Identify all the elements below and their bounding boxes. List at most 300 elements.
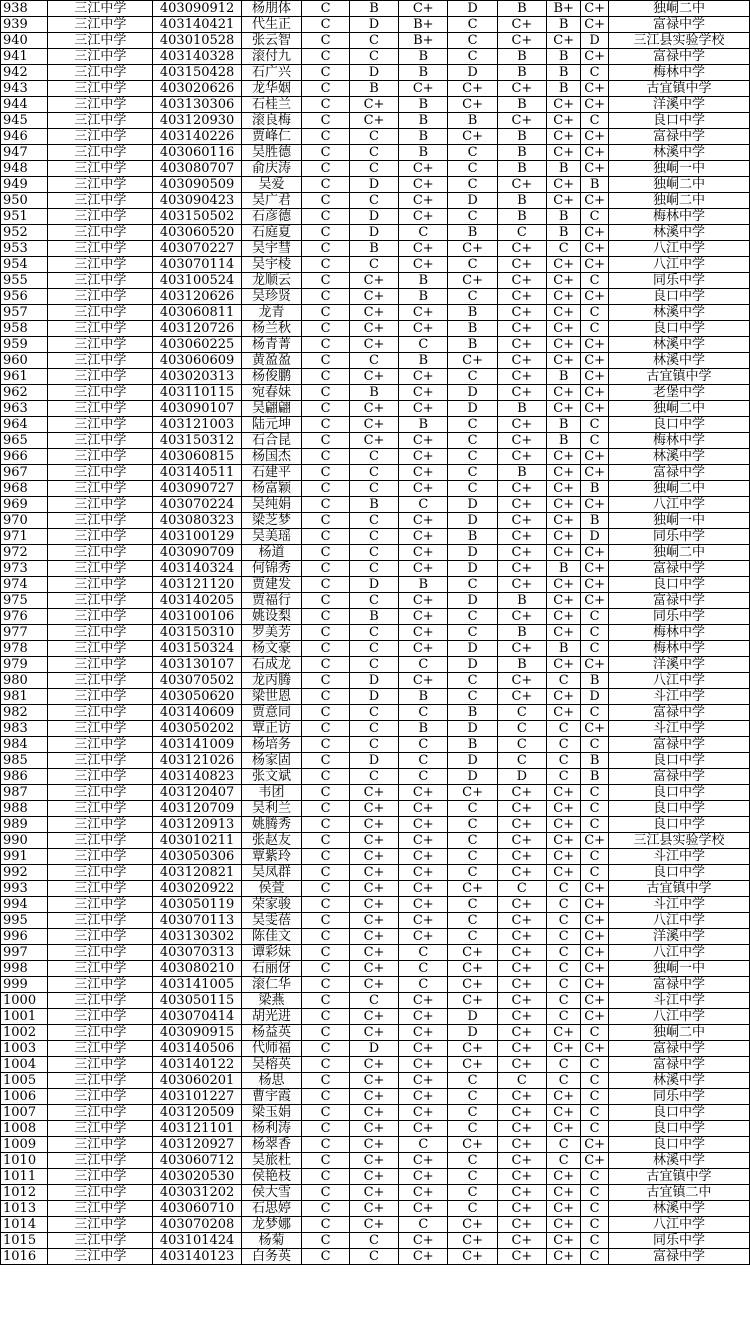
grade-cell: C [302,1153,349,1169]
school-cell: 三江中学 [48,49,153,65]
table-row [1,449,750,465]
table-row [1,801,750,817]
school-cell: 三江中学 [48,257,153,273]
exam-id-cell: 403070224 [153,497,241,513]
grade-cell: C+ [349,1217,398,1233]
grade-cell: C+ [497,305,546,321]
grade-cell: C [399,705,448,721]
origin-school-cell: 三江县实验学校 [608,833,749,849]
table-row [1,929,750,945]
table-row [1,401,750,417]
table-row [1,897,750,913]
row-index-cell: 948 [1,161,48,177]
table-row [1,737,750,753]
exam-id-cell: 403120709 [153,801,241,817]
student-name-cell: 龙梦娜 [241,1217,302,1233]
school-cell: 三江中学 [48,465,153,481]
grade-cell: D [349,1041,398,1057]
school-cell: 三江中学 [48,337,153,353]
grade-cell: C [302,81,349,97]
grade-cell: C+ [448,1057,497,1073]
grade-cell: C+ [399,193,448,209]
grade-cell: C+ [547,513,581,529]
grade-cell: C [349,625,398,641]
table-row [1,593,750,609]
school-cell: 三江中学 [48,1057,153,1073]
grade-cell: C [547,977,581,993]
origin-school-cell: 独峒一中 [608,961,749,977]
grade-cell: C+ [497,993,546,1009]
school-cell: 三江中学 [48,577,153,593]
grade-cell: C+ [547,1089,581,1105]
origin-school-cell: 古宜镇二中 [608,1185,749,1201]
school-cell: 三江中学 [48,225,153,241]
grade-cell: C [581,817,609,833]
grade-cell: C+ [497,177,546,193]
grade-cell: C [448,1073,497,1089]
grade-cell: C [399,497,448,513]
row-index-cell: 966 [1,449,48,465]
origin-school-cell: 良口中学 [608,1137,749,1153]
grade-cell: C+ [497,1185,546,1201]
grade-cell: C+ [448,129,497,145]
row-index-cell: 958 [1,321,48,337]
grade-cell: C+ [399,81,448,97]
origin-school-cell: 富禄中学 [608,1057,749,1073]
grade-cell: C [547,241,581,257]
school-cell: 三江中学 [48,593,153,609]
origin-school-cell: 良口中学 [608,1105,749,1121]
grade-cell: C+ [497,113,546,129]
grade-cell: B [581,513,609,529]
exam-id-cell: 403100106 [153,609,241,625]
grade-cell: C+ [547,385,581,401]
student-name-cell: 陆元坤 [241,417,302,433]
student-name-cell: 宛春妹 [241,385,302,401]
grade-cell: C+ [349,1073,398,1089]
grade-cell: C+ [497,673,546,689]
grade-cell: C+ [547,625,581,641]
row-index-cell: 1006 [1,1089,48,1105]
origin-school-cell: 良口中学 [608,113,749,129]
grade-cell: C+ [349,97,398,113]
table-row [1,881,750,897]
student-name-cell: 侯萱 [241,881,302,897]
exam-id-cell: 403120407 [153,785,241,801]
grade-cell: C+ [448,1249,497,1265]
student-name-cell: 吴美瑶 [241,529,302,545]
table-row [1,689,750,705]
grade-cell: C+ [497,1137,546,1153]
grade-cell: D [349,577,398,593]
grade-cell: C+ [399,817,448,833]
origin-school-cell: 良口中学 [608,289,749,305]
grade-cell: C+ [399,1153,448,1169]
exam-id-cell: 403010211 [153,833,241,849]
origin-school-cell: 独峒二中 [608,481,749,497]
table-row [1,1025,750,1041]
grade-cell: C [302,1121,349,1137]
origin-school-cell: 良口中学 [608,785,749,801]
grade-cell: C+ [547,97,581,113]
grade-cell: B [448,529,497,545]
row-index-cell: 959 [1,337,48,353]
school-cell: 三江中学 [48,449,153,465]
grade-cell: B [547,49,581,65]
origin-school-cell: 独峒二中 [608,401,749,417]
grade-cell: C [302,1041,349,1057]
grade-cell: C [547,961,581,977]
grade-cell: C [497,225,546,241]
grade-cell: C+ [581,97,609,113]
row-index-cell: 986 [1,769,48,785]
table-row [1,1169,750,1185]
grade-cell: C [448,369,497,385]
grade-cell: C [448,1105,497,1121]
table-row [1,865,750,881]
school-cell: 三江中学 [48,97,153,113]
grade-cell: C+ [448,97,497,113]
grade-cell: D [448,561,497,577]
grade-cell: C [302,801,349,817]
grade-cell: C [399,1137,448,1153]
school-cell: 三江中学 [48,721,153,737]
origin-school-cell: 富禄中学 [608,49,749,65]
school-cell: 三江中学 [48,1089,153,1105]
grade-cell: C [448,209,497,225]
student-name-cell: 滚付九 [241,49,302,65]
school-cell: 三江中学 [48,1121,153,1137]
row-index-cell: 963 [1,401,48,417]
row-index-cell: 1000 [1,993,48,1009]
row-index-cell: 1011 [1,1169,48,1185]
grade-cell: B [448,305,497,321]
grade-cell: C+ [448,273,497,289]
table-row [1,513,750,529]
grade-cell: C [302,49,349,65]
row-index-cell: 953 [1,241,48,257]
grade-cell: C+ [497,865,546,881]
table-row [1,49,750,65]
grade-cell: C+ [581,145,609,161]
grade-cell: C+ [497,1025,546,1041]
grade-cell: D [448,1025,497,1041]
exam-id-cell: 403050115 [153,993,241,1009]
grade-cell: C [349,481,398,497]
table-row [1,1073,750,1089]
grade-cell: C [302,241,349,257]
origin-school-cell: 林溪中学 [608,337,749,353]
grade-cell: C+ [547,1169,581,1185]
student-name-cell: 杨思 [241,1073,302,1089]
exam-id-cell: 403101424 [153,1233,241,1249]
grade-cell: D [448,1009,497,1025]
grade-cell: C [448,1121,497,1137]
exam-id-cell: 403140123 [153,1249,241,1265]
grade-cell: C+ [399,1121,448,1137]
table-row [1,673,750,689]
grade-cell: C+ [581,81,609,97]
grade-cell: B [399,129,448,145]
grade-cell: C+ [349,1185,398,1201]
row-index-cell: 1010 [1,1153,48,1169]
grade-cell: C [302,321,349,337]
grade-cell: C+ [547,1185,581,1201]
grade-cell: C [547,913,581,929]
exam-id-cell: 403020530 [153,1169,241,1185]
grade-cell: C [581,1169,609,1185]
grade-cell: D [448,513,497,529]
table-row [1,433,750,449]
grade-cell: C+ [547,481,581,497]
grade-cell: C [349,641,398,657]
grade-cell: C [448,1089,497,1105]
grade-cell: C [497,737,546,753]
origin-school-cell: 独峒一中 [608,513,749,529]
student-name-cell: 张文斌 [241,769,302,785]
grade-cell: C [302,465,349,481]
grade-cell: C+ [497,561,546,577]
grade-cell: C [581,1249,609,1265]
grade-cell: C [349,993,398,1009]
row-index-cell: 976 [1,609,48,625]
exam-id-cell: 403150310 [153,625,241,641]
origin-school-cell: 良口中学 [608,1121,749,1137]
school-cell: 三江中学 [48,1041,153,1057]
grade-cell: C [581,113,609,129]
grade-cell: C+ [399,369,448,385]
grade-cell: C+ [349,1169,398,1185]
origin-school-cell: 独峒二中 [608,193,749,209]
grade-cell: C+ [547,817,581,833]
grade-cell: C [349,257,398,273]
grade-cell: C+ [547,401,581,417]
school-cell: 三江中学 [48,209,153,225]
table-row [1,305,750,321]
table-row [1,81,750,97]
grade-cell: C [581,1201,609,1217]
exam-id-cell: 403141005 [153,977,241,993]
grade-cell: C+ [349,369,398,385]
grade-cell: C+ [497,1009,546,1025]
table-row [1,129,750,145]
grade-cell: C [302,33,349,49]
grade-cell: C+ [581,657,609,673]
grade-cell: C+ [448,945,497,961]
grade-cell: C [497,1073,546,1089]
grade-cell: B [399,417,448,433]
grade-cell: C [349,593,398,609]
grade-cell: C [448,897,497,913]
row-index-cell: 951 [1,209,48,225]
exam-id-cell: 403120509 [153,1105,241,1121]
grade-cell: C+ [547,865,581,881]
table-row [1,1201,750,1217]
grade-cell: C [349,769,398,785]
grade-cell: C+ [547,33,581,49]
grade-cell: C [448,49,497,65]
school-cell: 三江中学 [48,817,153,833]
grade-cell: C+ [399,257,448,273]
grade-cell: C [581,849,609,865]
grade-cell: C+ [497,609,546,625]
grade-cell: C+ [399,241,448,257]
school-cell: 三江中学 [48,145,153,161]
grade-cell: C [448,177,497,193]
grade-cell: B [547,417,581,433]
grade-cell: C [448,1185,497,1201]
school-cell: 三江中学 [48,753,153,769]
exam-id-cell: 403130302 [153,929,241,945]
grade-cell: C [349,1249,398,1265]
grade-cell: C [448,609,497,625]
grade-cell: C [302,273,349,289]
table-row [1,1009,750,1025]
grade-cell: C [497,881,546,897]
grade-cell: C [547,993,581,1009]
student-name-cell: 吴宇棱 [241,257,302,273]
grade-cell: C [448,161,497,177]
grade-cell: C+ [497,1233,546,1249]
origin-school-cell: 林溪中学 [608,353,749,369]
student-name-cell: 石广兴 [241,65,302,81]
student-name-cell: 石庭夏 [241,225,302,241]
row-index-cell: 985 [1,753,48,769]
table-body [1,1,750,1265]
row-index-cell: 971 [1,529,48,545]
row-index-cell: 992 [1,865,48,881]
grade-cell: C+ [497,257,546,273]
student-name-cell: 龙顺云 [241,273,302,289]
grade-cell: C+ [497,481,546,497]
school-cell: 三江中学 [48,1201,153,1217]
grade-cell: C [448,481,497,497]
grade-cell: C [302,1185,349,1201]
row-index-cell: 949 [1,177,48,193]
exam-id-cell: 403140511 [153,465,241,481]
grade-cell: C [349,721,398,737]
grade-cell: C+ [399,305,448,321]
grade-cell: C [349,193,398,209]
grade-cell: C+ [497,81,546,97]
student-name-cell: 吴雯蓓 [241,913,302,929]
student-name-cell: 荣家骏 [241,897,302,913]
row-index-cell: 974 [1,577,48,593]
grade-cell: B [448,337,497,353]
grade-cell: C+ [547,1025,581,1041]
grade-cell: C+ [581,465,609,481]
grade-cell: C+ [349,849,398,865]
grade-cell: C+ [399,1089,448,1105]
table-row [1,705,750,721]
row-index-cell: 961 [1,369,48,385]
grade-cell: C [547,897,581,913]
school-cell: 三江中学 [48,65,153,81]
student-name-cell: 吴宇彗 [241,241,302,257]
table-row [1,1153,750,1169]
grade-cell: C+ [497,689,546,705]
grade-cell: C+ [349,321,398,337]
origin-school-cell: 八江中学 [608,913,749,929]
row-index-cell: 952 [1,225,48,241]
grade-cell: C+ [399,929,448,945]
exam-id-cell: 403090509 [153,177,241,193]
origin-school-cell: 良口中学 [608,817,749,833]
grade-cell: C [448,1153,497,1169]
student-name-cell: 谭彩妹 [241,945,302,961]
grade-cell: C+ [581,593,609,609]
grade-cell: C+ [581,161,609,177]
grade-cell: C+ [547,497,581,513]
student-name-cell: 石建平 [241,465,302,481]
school-cell: 三江中学 [48,673,153,689]
row-index-cell: 988 [1,801,48,817]
school-cell: 三江中学 [48,561,153,577]
table-row [1,353,750,369]
grade-cell: C [302,305,349,321]
origin-school-cell: 富禄中学 [608,1249,749,1265]
grade-cell: C+ [547,273,581,289]
grade-cell: B [547,561,581,577]
grade-cell: C+ [581,545,609,561]
grade-cell: C+ [399,593,448,609]
exam-id-cell: 403090709 [153,545,241,561]
table-row [1,225,750,241]
grade-cell: C [581,65,609,81]
origin-school-cell: 林溪中学 [608,1201,749,1217]
grade-cell: D [349,689,398,705]
student-name-cell: 代生正 [241,17,302,33]
grade-cell: C+ [399,449,448,465]
grade-cell: C [302,929,349,945]
grade-cell: D [349,225,398,241]
grade-cell: C [448,673,497,689]
grade-cell: C+ [399,785,448,801]
exam-id-cell: 403100129 [153,529,241,545]
grade-cell: C+ [581,17,609,33]
student-name-cell: 吴凤群 [241,865,302,881]
exam-id-cell: 403060116 [153,145,241,161]
table-row [1,1137,750,1153]
grade-cell: B [448,321,497,337]
row-index-cell: 1014 [1,1217,48,1233]
grade-cell: B [399,689,448,705]
student-name-cell: 龙青 [241,305,302,321]
grade-cell: C [448,913,497,929]
origin-school-cell: 林溪中学 [608,145,749,161]
grade-cell: C+ [399,561,448,577]
student-name-cell: 杨青菁 [241,337,302,353]
grade-cell: C+ [399,1105,448,1121]
grade-cell: B+ [399,33,448,49]
grade-cell: C+ [399,913,448,929]
grade-cell: C+ [349,289,398,305]
grade-cell: C [448,1169,497,1185]
row-index-cell: 968 [1,481,48,497]
grade-cell: C [302,689,349,705]
exam-id-cell: 403050306 [153,849,241,865]
grade-cell: C+ [349,305,398,321]
grade-cell: D [448,497,497,513]
grade-cell: B [399,113,448,129]
grade-cell: C [547,881,581,897]
exam-id-cell: 403150312 [153,433,241,449]
grade-cell: B [448,225,497,241]
school-cell: 三江中学 [48,401,153,417]
table-row [1,417,750,433]
row-index-cell: 973 [1,561,48,577]
school-cell: 三江中学 [48,1217,153,1233]
